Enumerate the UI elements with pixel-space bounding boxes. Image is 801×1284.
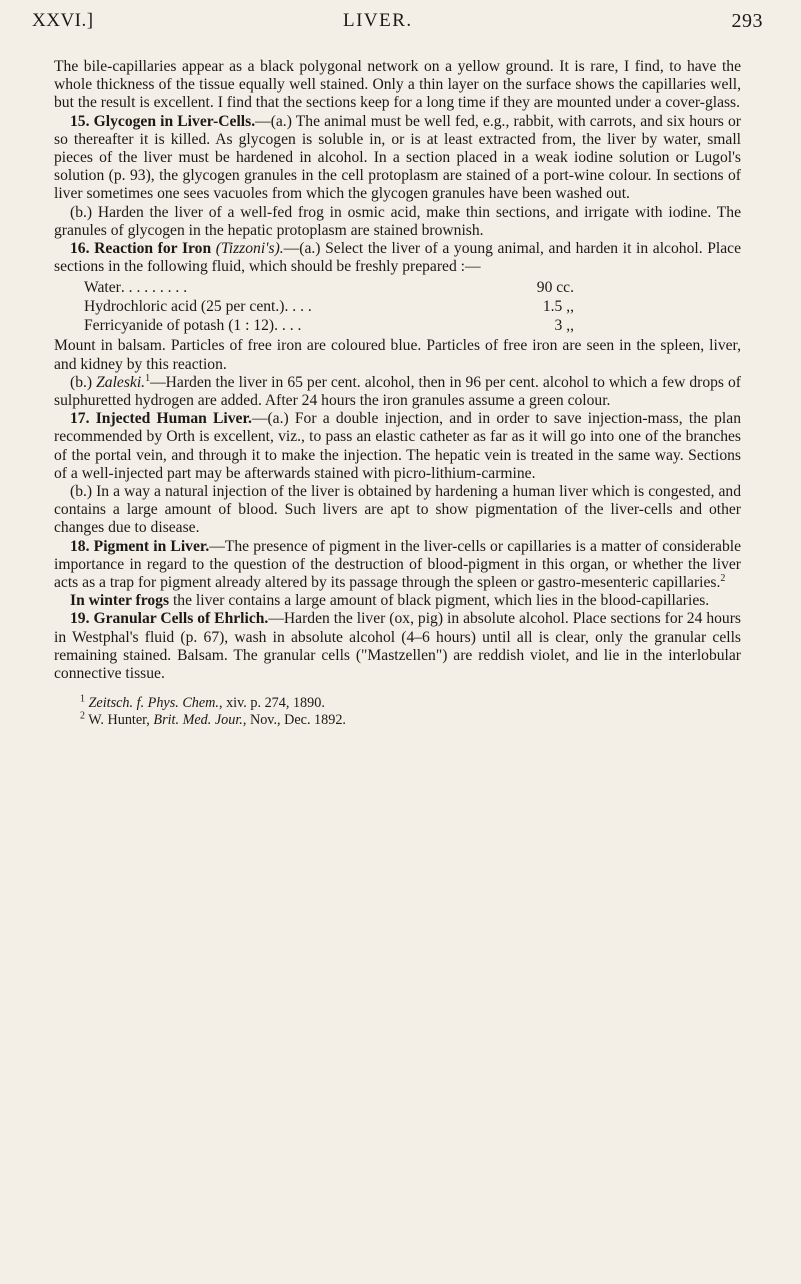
recipe-leader: . . . .: [284, 298, 312, 316]
recipe-ingredient: Water: [84, 279, 121, 297]
section-text: —The presence of pigment in the liver-cells or capillaries is a matter of considerable importance in regard to the question of the destruction of blood-pigment in this organ, or whether the liver acts as a trap for pigment already altered by its passage through the spleen or gastro-mesenteric capillaries.: [54, 537, 741, 592]
section-number: 19.: [70, 610, 90, 628]
paragraph-16-iron: [54, 240, 741, 276]
footnote-ref[interactable]: 2: [720, 572, 726, 584]
footnote-journal: Zeitsch. f. Phys. Chem.: [88, 695, 219, 712]
footnotes: [54, 695, 741, 729]
section-text: —(a.) For a double injection, and in order to save injection-mass, the plan recommended by Orth is excellent, viz., to pass an elastic catheter as far as it will go into one of the branches of the portal vein, and through it to make the injection. The hepatic vein is treated in the same way. Sections of a well-injected part may be afterwards stained with picro-lithium-carmine.: [54, 410, 741, 482]
author-name: Zaleski.: [96, 373, 146, 391]
section-heading: Pigment in Liver.: [93, 537, 210, 555]
recipe-ingredient: Hydrochloric acid (25 per cent.): [84, 298, 285, 316]
paragraph-17b-natural-injection: (b.) In a way a natural injection of the liver is obtained by hardening a human liver which is congested, and contains a large amount of blood. Such livers are apt to show pigmentation of the liver-cells and other changes due to disease.: [54, 483, 741, 537]
paragraph-15-glycogen: [54, 113, 741, 204]
section-text: —(a.) Select the liver of a young animal, and harden it in alcohol. Place sections in the following fluid, which should be freshly prepared :—: [54, 240, 742, 276]
chapter-number: XXVI.]: [32, 10, 94, 31]
recipe-ingredient: Ferricyanide of potash (1 : 12): [84, 317, 275, 335]
section-heading: Glycogen in Liver-Cells.: [93, 112, 256, 130]
paragraph-19-granular-cells: [54, 610, 741, 683]
footnote-2: [80, 712, 741, 729]
recipe-leader: . . . . . . . . .: [120, 279, 188, 297]
section-text: the liver contains a large amount of black pigment, which lies in the blood-capillaries.: [169, 592, 710, 610]
page-number: 293: [731, 10, 763, 32]
footnote-author: W. Hunter,: [88, 712, 154, 729]
reagent-recipe: [84, 278, 574, 335]
section-heading: Granular Cells of Ehrlich.: [93, 610, 269, 628]
recipe-row: [84, 316, 574, 335]
section-text: —Harden the liver in 65 per cent. alcohol, then in 96 per cent. alcohol to which a few drops of sulphuretted hydrogen are added. After 24 hours the iron granules assume a green colour.: [54, 373, 741, 410]
section-number: 18.: [70, 537, 90, 555]
running-title: LIVER.: [343, 10, 413, 31]
footnote-1: [80, 695, 741, 712]
footnote-ref[interactable]: 1: [145, 372, 151, 384]
section-number: 16.: [70, 240, 90, 258]
section-text: —Harden the liver (ox, pig) in absolute alcohol. Place sections for 24 hours in Westphal's fluid (p. 67), wash in absolute alcohol (4–6 hours) until all is clear, only the granular cells remaining stained. Balsam. The granular cells ("Mastzellen") are reddish violet, and lie in the interlobular connective tissue.: [54, 610, 741, 683]
recipe-row: [84, 297, 574, 316]
paragraph-16b-zaleski: [54, 374, 741, 410]
section-number: 15.: [70, 112, 90, 130]
subsection-heading: In winter frogs: [70, 592, 170, 610]
footnote-mark: 1: [80, 693, 85, 705]
paragraph-15b-frog: (b.) Harden the liver of a well-fed frog in osmic acid, make thin sections, and irrigate with iodine. The granules of glycogen in the hepatic protoplasm are stained brownish.: [54, 203, 741, 239]
paragraph-17-injected-liver: [54, 410, 741, 483]
footnote-text: , xiv. p. 274, 1890.: [218, 695, 325, 712]
subsection-label: (b.): [70, 373, 93, 391]
recipe-leader: . . . .: [274, 317, 302, 335]
paragraph-bile-capillaries: The bile-capillaries appear as a black polygonal network on a yellow ground. It is rare, I find, to have the whole thickness of the tissue equally well stained. Only a thin layer on the surface shows the capillaries well, but the result is excellent. I find that the sections keep for a long time if they are mounted under a cover-glass.: [54, 58, 741, 112]
recipe-row: [84, 278, 574, 297]
section-heading-italic: (Tizzoni's).: [215, 240, 284, 258]
running-head: [32, 4, 763, 40]
footnote-text: , Nov., Dec. 1892.: [242, 712, 346, 729]
footnote-journal: Brit. Med. Jour.: [153, 712, 243, 729]
paragraph-18-pigment: [54, 538, 741, 593]
recipe-amount: 90 cc.: [536, 279, 574, 297]
section-heading: Reaction for Iron: [94, 240, 212, 258]
section-heading: Injected Human Liver.: [95, 410, 252, 428]
section-text: —(a.) The animal must be well fed, e.g., rabbit, with carrots, and six hours or so thereafter it is killed. As glycogen is soluble in, or is at least extracted from, the liver by water, small pieces of the liver must be hardened in alcohol. In a section placed in a weak iodine solution or Lugol's solution (p. 93), the glycogen granules in the cell protoplasm are stained of a port-wine colour. In sections of liver sometimes one sees vacuoles from which the glycogen granules have been washed out.: [54, 112, 741, 203]
body-text: [54, 58, 741, 683]
section-number: 17.: [70, 410, 90, 428]
paragraph-16-mount: Mount in balsam. Particles of free iron are coloured blue. Particles of free iron are seen in the spleen, liver, and kidney by this reaction.: [54, 337, 741, 373]
recipe-amount: 3 ,,: [554, 317, 574, 335]
recipe-amount: 1.5 ,,: [542, 298, 574, 316]
paragraph-18b-winter-frogs: [54, 592, 741, 610]
footnote-mark: 2: [80, 710, 85, 722]
